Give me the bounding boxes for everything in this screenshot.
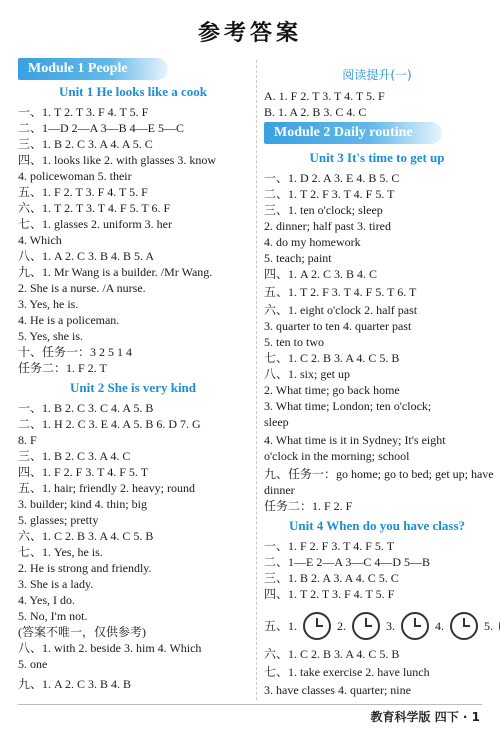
answer-line: o'clock in the morning; school <box>264 449 410 463</box>
answer-line: 三、1. B 2. C 3. A 4. A 5. C <box>18 137 153 151</box>
answer-line: 4. He is a policeman. <box>18 313 120 327</box>
answer-line: 2. What time; go back home <box>264 383 400 397</box>
unit2-heading: Unit 2 She is very kind <box>69 380 197 395</box>
answer-line: 二、1. H 2. C 3. E 4. A 5. B 6. D 7. G <box>18 417 201 431</box>
answer-line: 四、1. F 2. F 3. T 4. F 5. T <box>18 465 149 479</box>
answer-line: 任务二：1. F 2. T <box>18 361 107 375</box>
clock-answers <box>264 612 500 640</box>
answer-line: 五、1. hair; friendly 2. heavy; round <box>18 481 195 495</box>
answer-line: 六、1. C 2. B 3. A 4. C 5. B <box>18 529 154 543</box>
answer-line: 4. Yes, I do. <box>18 593 76 607</box>
answer-line: 三、1. ten o'clock; sleep <box>264 203 383 217</box>
clock-prefix: 五、1. <box>264 619 298 633</box>
answer-line: 六、1. C 2. B 3. A 4. C 5. B <box>264 647 400 661</box>
answer-line: 八、1. A 2. C 3. B 4. B 5. A <box>18 249 155 263</box>
answer-line: 3. builder; kind 4. thin; big <box>18 497 147 511</box>
answer-line: 二、1—E 2—A 3—C 4—D 5—B <box>264 555 431 569</box>
answer-line: 六、1. T 2. T 3. T 4. F 5. T 6. F <box>18 201 171 215</box>
unit3-heading: Unit 3 It's time to get up <box>309 150 445 165</box>
answer-line: 九、1. A 2. C 3. B 4. B <box>18 677 132 691</box>
answer-line: 四、1. A 2. C 3. B 4. C <box>264 267 378 281</box>
answer-line: 5. No, I'm not. <box>18 609 88 623</box>
clock-label: 3. <box>386 619 396 633</box>
answer-line: 5. ten to two <box>264 335 324 349</box>
reading-heading: 阅读提升(一) <box>342 68 412 82</box>
answer-line: 3. Yes, he is. <box>18 297 79 311</box>
clock-icon <box>303 612 331 640</box>
answer-line: 一、1. D 2. A 3. E 4. B 5. C <box>264 171 400 185</box>
answer-line: 五、1. F 2. T 3. F 4. T 5. F <box>18 185 148 199</box>
answer-line: 七、1. C 2. B 3. A 4. C 5. B <box>264 351 400 365</box>
answer-line: dinner <box>264 483 295 497</box>
clock-label: 2. <box>337 619 347 633</box>
answer-line: (答案不唯一，仅供参考) <box>18 625 146 639</box>
unit4-heading: Unit 4 When do you have class? <box>288 518 465 533</box>
module1-banner: Module 1 People <box>18 58 168 80</box>
unit1-heading: Unit 1 He looks like a cook <box>58 84 208 99</box>
answer-line: 三、1. B 2. A 3. A 4. C 5. C <box>264 571 399 585</box>
footer-rule <box>18 704 482 705</box>
page-title: 参考答案 <box>197 21 302 46</box>
answer-line: 4. do my homework <box>264 235 361 249</box>
answer-line: 2. She is a nurse. /A nurse. <box>18 281 146 295</box>
answer-line: 3. She is a lady. <box>18 577 94 591</box>
answer-line: 5. one <box>18 657 48 671</box>
module2-banner: Module 2 Daily routine <box>264 122 442 144</box>
answer-line: 三、1. B 2. C 3. A 4. C <box>18 449 131 463</box>
clock-label: 5. <box>484 619 494 633</box>
answer-line: 3. What time; London; ten o'clock; <box>264 399 432 413</box>
answer-line: 四、1. T 2. T 3. F 4. T 5. F <box>264 587 395 601</box>
answer-line: 3. quarter to ten 4. quarter past <box>264 319 412 333</box>
clock-label: 4. <box>435 619 445 633</box>
answer-line: 8. F <box>18 433 37 447</box>
answer-line: 四、1. looks like 2. with glasses 3. know <box>18 153 216 167</box>
clock-icon <box>401 612 429 640</box>
answer-line: 一、1. B 2. C 3. C 4. A 5. B <box>18 401 154 415</box>
answer-line: 4. Which <box>18 233 62 247</box>
answer-line: 4. What time is it in Sydney; It's eight <box>264 433 446 447</box>
answer-line: 六、1. eight o'clock 2. half past <box>264 303 418 317</box>
answer-line: sleep <box>264 415 289 429</box>
answer-line: 七、1. Yes, he is. <box>18 545 103 559</box>
answer-line: 九、1. Mr Wang is a builder. /Mr Wang. <box>18 265 213 279</box>
page-footer: 教育科学版 四下 · 1 <box>370 710 480 724</box>
answer-line: 2. He is strong and friendly. <box>18 561 152 575</box>
answer-line: 一、1. F 2. F 3. T 4. F 5. T <box>264 539 395 553</box>
answer-line: 一、1. T 2. T 3. F 4. T 5. F <box>18 105 149 119</box>
answer-line: B. 1. A 2. B 3. C 4. C <box>264 105 367 119</box>
answer-line: 二、1—D 2—A 3—B 4—E 5—C <box>18 121 185 135</box>
answer-line: 4. policewoman 5. their <box>18 169 132 183</box>
answer-line: 二、1. T 2. F 3. T 4. F 5. T <box>264 187 395 201</box>
clock-icon <box>450 612 478 640</box>
answer-line: 七、1. glasses 2. uniform 3. her <box>18 217 172 231</box>
answer-line: 八、1. six; get up <box>264 367 350 381</box>
answer-line: 七、1. take exercise 2. have lunch <box>264 665 430 679</box>
answer-line: 任务二：1. F 2. F <box>264 499 353 513</box>
answer-line: 5. Yes, she is. <box>18 329 84 343</box>
answer-line: A. 1. F 2. T 3. T 4. T 5. F <box>264 89 385 103</box>
column-divider <box>256 60 257 700</box>
answer-line: 5. teach; paint <box>264 251 332 265</box>
answer-line: 五、1. T 2. F 3. T 4. F 5. T 6. T <box>264 285 417 299</box>
answer-line: 十、任务一：3 2 5 1 4 <box>18 345 133 359</box>
answer-line: 八、1. with 2. beside 3. him 4. Which <box>18 641 202 655</box>
answer-line: 5. glasses; pretty <box>18 513 99 527</box>
clock-icon <box>352 612 380 640</box>
answer-line: 2. dinner; half past 3. tired <box>264 219 391 233</box>
answer-line: 九、任务一：go home; go to bed; get up; have <box>264 467 494 481</box>
answer-line: 3. have classes 4. quarter; nine <box>264 683 411 697</box>
